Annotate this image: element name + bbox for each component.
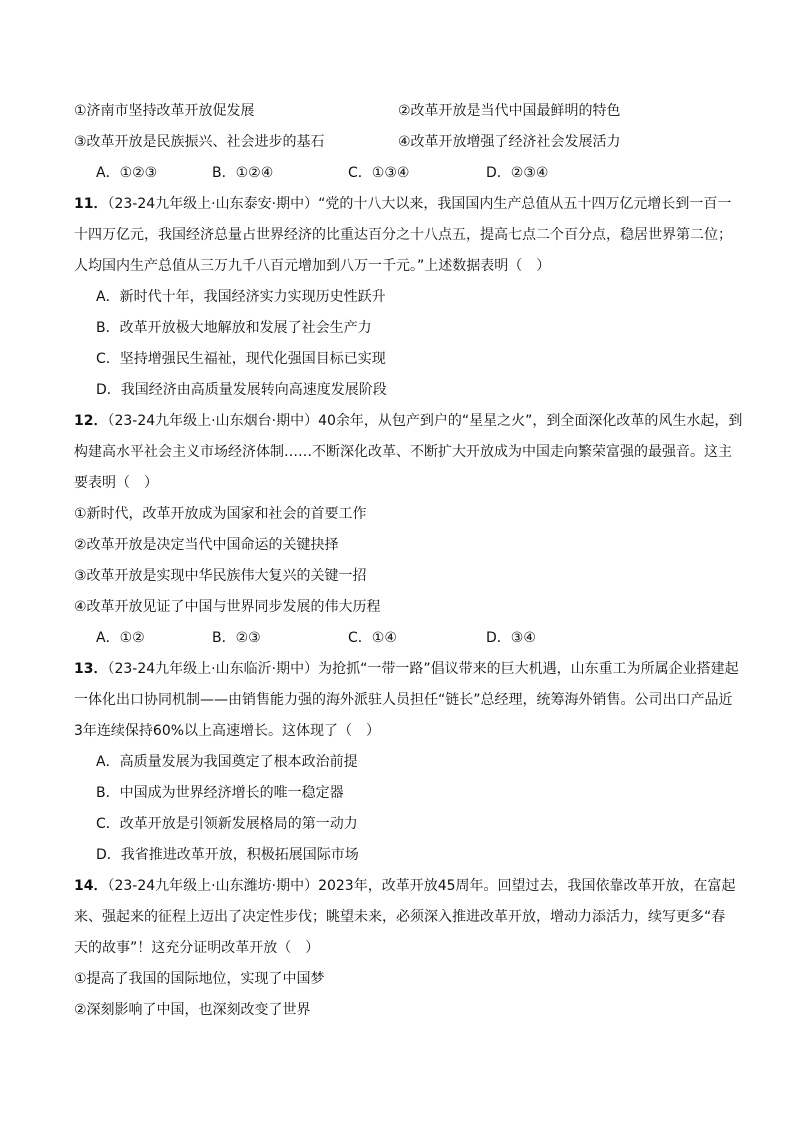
- option-a: A．新时代十年，我国经济实力实现历史性跃升: [96, 289, 386, 305]
- statement-1: ①提高了我国的国际地位，实现了中国梦: [74, 971, 325, 987]
- question-text: （23-24九年级上·山东临沂·期中）为抢抓“一带一路”倡议带来的巨大机遇，山东重工为所属企业搭建起: [107, 661, 739, 677]
- question-number: 14．: [74, 878, 108, 894]
- option-d: D．③④: [486, 630, 536, 646]
- option-a: A．高质量发展为我国奠定了根本政治前提: [96, 754, 358, 770]
- question-12: [74, 411, 742, 431]
- question-11: [74, 194, 731, 214]
- option-c: C．①④: [348, 630, 397, 646]
- statement-1: ①济南市坚持改革开放促发展: [74, 103, 255, 119]
- option-b: B．中国成为世界经济增长的唯一稳定器: [96, 785, 344, 801]
- question-number: 12．: [74, 413, 108, 429]
- option-d: D．②③④: [486, 165, 549, 181]
- statement-1: ①新时代，改革开放成为国家和社会的首要工作: [74, 506, 367, 522]
- question-text: （23-24九年级上·山东潍坊·期中）2023年，改革开放45周年。回望过去，我国依靠改革开放，在富起: [107, 878, 736, 894]
- option-d: D．我省推进改革开放，积极拓展国际市场: [96, 847, 359, 863]
- option-a: A．①②③: [96, 165, 158, 181]
- statement-4: ④改革开放见证了中国与世界同步发展的伟大历程: [74, 599, 381, 615]
- option-b: B．①②④: [212, 165, 274, 181]
- question-number: 11．: [74, 196, 108, 212]
- question-11-line2: 十四万亿元，我国经济总量占世界经济的比重达百分之十八点五，提高七点二个百分点，稳居世界第二位；: [74, 227, 732, 243]
- question-13-line2: 一体化出口协同机制——由销售能力强的海外派驻人员担任“链长”总经理，统筹海外销售。公司出口产品近: [74, 692, 733, 708]
- option-a: A．①②: [96, 630, 145, 646]
- statement-4: ④改革开放增强了经济社会发展活力: [398, 134, 621, 150]
- question-13: [74, 659, 739, 679]
- statement-3: ③改革开放是实现中华民族伟大复兴的关键一招: [74, 568, 367, 584]
- option-b: B．改革开放极大地解放和发展了社会生产力: [96, 320, 372, 336]
- question-14-line3: 天的故事”！这充分证明改革开放（ ）: [74, 940, 320, 956]
- option-b: B．②③: [212, 630, 261, 646]
- option-c: C．改革开放是引领新发展格局的第一动力: [96, 816, 358, 832]
- statement-2: ②改革开放是决定当代中国命运的关键抉择: [74, 537, 339, 553]
- question-14-line2: 来、强起来的征程上迈出了决定性步伐；眺望未来，必须深入推进改革开放，增动力添活力，续写更多“春: [74, 909, 726, 925]
- question-13-line3: 3年连续保持60%以上高速增长。这体现了（ ）: [74, 723, 381, 739]
- question-12-line3: 要表明（ ）: [74, 475, 158, 491]
- statement-3: ③改革开放是民族振兴、社会进步的基石: [74, 134, 325, 150]
- option-d: D．我国经济由高质量发展转向高速度发展阶段: [96, 382, 387, 398]
- question-12-line2: 构建高水平社会主义市场经济体制……不断深化改革、不断扩大开放成为中国走向繁荣富强的最强音。这主: [74, 444, 732, 460]
- option-c: C．坚持增强民生福祉，现代化强国目标已实现: [96, 351, 386, 367]
- option-c: C．①③④: [348, 165, 410, 181]
- question-text: （23-24九年级上·山东烟台·期中）40余年，从包产到户的“星星之火”，到全面深化改革的风生水起，到: [107, 413, 743, 429]
- question-number: 13．: [74, 661, 108, 677]
- statement-2: ②深刻影响了中国，也深刻改变了世界: [74, 1002, 311, 1018]
- question-11-line3: 人均国内生产总值从三万九千八百元增加到八万一千元。”上述数据表明（ ）: [74, 258, 551, 274]
- question-text: （23-24九年级上·山东泰安·期中）“党的十八大以来，我国国内生产总值从五十四万亿元增长到一百一: [107, 196, 732, 212]
- statement-2: ②改革开放是当代中国最鲜明的特色: [398, 103, 621, 119]
- question-14: [74, 876, 736, 896]
